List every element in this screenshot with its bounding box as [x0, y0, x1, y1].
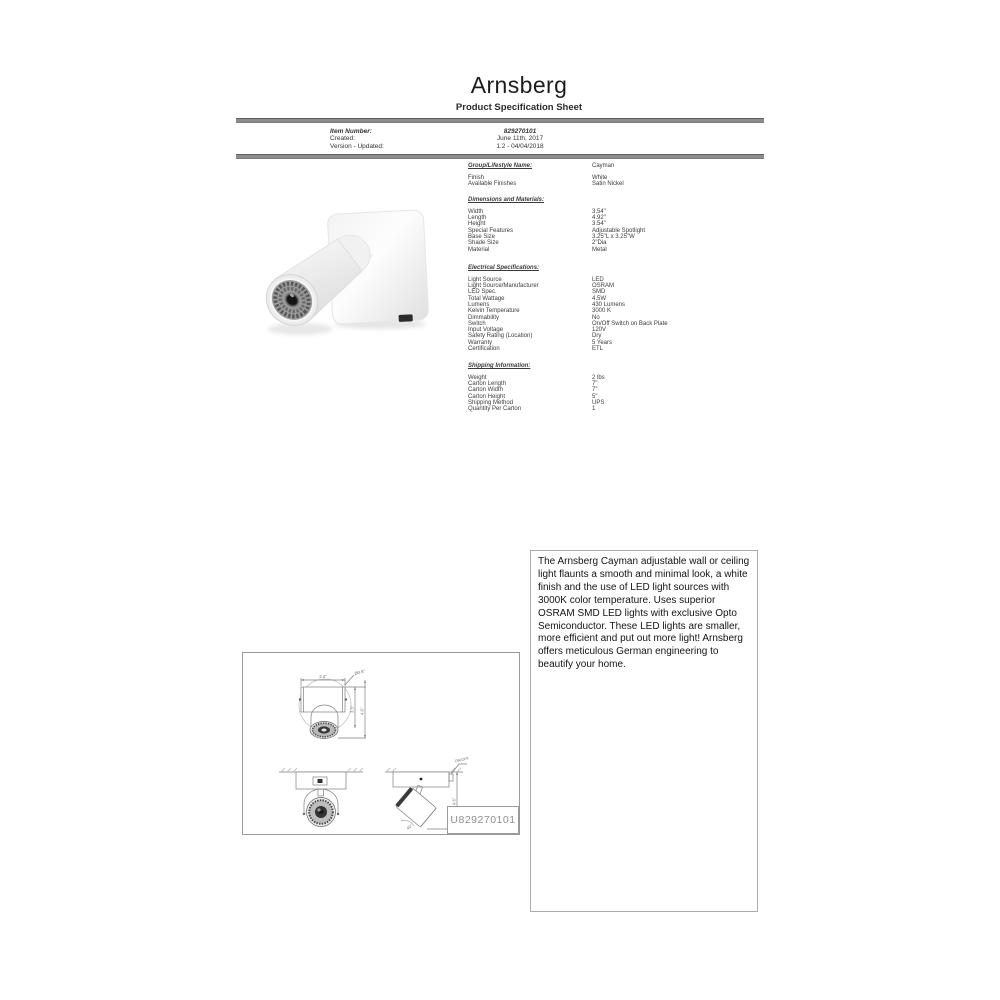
spec-value: 7": [592, 387, 598, 394]
divider-bottom: [236, 154, 764, 159]
spec-row: [468, 406, 768, 412]
spec-label: Base Size: [468, 233, 496, 240]
spec-label: Width: [468, 208, 484, 215]
version-label: Version - Updated:: [330, 142, 384, 150]
spec-label: Shipping Method: [468, 399, 514, 406]
spec-label: Height: [468, 221, 486, 228]
spec-value: 4.5W: [592, 295, 607, 302]
spec-label: LED Spec.: [468, 289, 497, 296]
spec-label: Carton Length: [468, 381, 507, 388]
spec-value: ETL: [592, 346, 604, 353]
spec-label: Certification: [468, 346, 500, 353]
spec-label: Lumens: [468, 301, 490, 308]
dim-body-height: 3.5'': [349, 705, 355, 713]
spec-value: 2"Dia: [592, 240, 607, 247]
spec-value: 430 Lumens: [592, 301, 626, 308]
dim-spot-diameter: Ø0.8'': [353, 668, 366, 676]
spec-label: Special Features: [468, 227, 514, 234]
spec-label: Total Wattage: [468, 295, 505, 302]
header-row-version: [330, 143, 720, 150]
technical-drawing-box: [242, 652, 520, 835]
spec-section-group: [468, 163, 768, 187]
spec-section-heading: Dimensions and Materials:: [468, 197, 545, 203]
drawing-part-number-block: [447, 806, 519, 834]
spec-label: Length: [468, 215, 487, 222]
spec-section-heading: Shipping Information:: [468, 363, 531, 369]
spec-value: 2 lbs: [592, 374, 605, 381]
dim-top-width: 3.4'': [319, 674, 327, 679]
spec-value: Satin Nickel: [592, 181, 624, 188]
drawing-front-view: [279, 768, 363, 827]
page-title: Arnsberg: [470, 72, 568, 98]
dim-side-height: 4.6'': [451, 797, 457, 805]
tilt-angle: 40°: [405, 823, 414, 831]
description-box: [530, 550, 758, 912]
spec-value: 3.25"L x 3.25"W: [592, 233, 635, 240]
spec-value: White: [592, 174, 608, 181]
spec-value: 1: [592, 406, 596, 413]
description-text: The Arnsberg Cayman adjustable wall or ceiling light flaunts a smooth and minimal look, a white finish and the use of LED light sources with 3000K color temperature. Uses superior OSRAM SMD LED lights with exclusive Opto Semiconductor. These LED lights are smaller, more efficient and put out more light! Arnsberg offers meticulous German engineering to beautify your home.: [538, 556, 750, 671]
page-subtitle: Product Specification Sheet: [455, 102, 583, 113]
drawing-top-view: [299, 668, 366, 738]
header-info-block: [330, 128, 720, 150]
spec-value: UPS: [592, 399, 605, 406]
spec-section-heading-value: Cayman: [592, 163, 615, 169]
spec-row: [468, 181, 768, 187]
spec-value: SMD: [592, 289, 606, 296]
spec-value: 5": [592, 393, 598, 400]
spec-section-heading-value: [592, 265, 768, 271]
spec-value: OSRAM: [592, 283, 615, 290]
spec-section-dimensions: [468, 197, 768, 253]
created-label: Created:: [330, 135, 355, 143]
item-number-value: 829270101: [503, 128, 537, 135]
spec-label: Material: [468, 246, 490, 253]
item-number-label: Item Number:: [330, 128, 372, 135]
spec-value: LED: [592, 276, 604, 283]
spec-value: 3000 K: [592, 308, 612, 315]
spec-value: 3.54": [592, 208, 606, 215]
spec-label: Kelvin Temperature: [468, 308, 520, 315]
spec-label: Light Source/Manufacturer: [468, 283, 539, 290]
spec-value: Metal: [592, 246, 607, 253]
spec-value: On/Off Switch on Back Plate: [592, 320, 668, 327]
spec-label: Light Source: [468, 276, 502, 283]
spec-label: Quantity Per Carton: [468, 406, 522, 413]
spec-value: Adjustable Spotlight: [592, 227, 646, 234]
spec-value: 120V: [592, 327, 607, 334]
header-row-item-number: [330, 128, 720, 135]
spec-value: 3.54": [592, 221, 606, 228]
spec-value: Dry: [592, 333, 602, 340]
spec-row: [468, 247, 768, 253]
spec-value: 4.92": [592, 215, 606, 222]
spec-label: Dimmability: [468, 314, 500, 321]
spec-section-heading: Group/Lifestyle Name:: [468, 163, 533, 169]
spec-section-shipping: [468, 363, 768, 413]
version-value: 1.2 - 04/04/2018: [496, 142, 544, 150]
spec-label: Available Finishes: [468, 181, 517, 188]
spec-section-heading-value: [592, 363, 768, 369]
spec-label: Carton Width: [468, 387, 504, 394]
drawing-part-number: U829270101: [450, 814, 516, 826]
spec-row: [468, 346, 768, 352]
spec-value: 7": [592, 381, 598, 388]
created-value: June 11th, 2017: [496, 135, 544, 143]
spec-section-electrical: [468, 265, 768, 352]
spec-label: Switch: [468, 320, 486, 327]
divider-top: [236, 118, 764, 123]
spec-value: No: [592, 314, 600, 321]
product-photo: [240, 192, 455, 347]
onoff-switch: [399, 314, 413, 322]
spec-label: Weight: [468, 374, 487, 381]
spec-section-heading: Electrical Specifications:: [468, 265, 540, 271]
switch-callout: ON/OFF: [454, 756, 470, 764]
spec-label: Shade Size: [468, 240, 499, 247]
spec-section-heading-value: [592, 197, 768, 203]
spec-label: Input Voltage: [468, 327, 504, 334]
spec-label: Safety Rating (Location): [468, 333, 533, 340]
spec-label: Warranty: [468, 339, 493, 346]
dim-overall-height: 4.6'': [359, 707, 365, 715]
header-row-created: [330, 135, 720, 142]
spec-value: 5 Years: [592, 339, 613, 346]
spec-label: Finish: [468, 174, 485, 181]
spec-label: Carton Height: [468, 393, 506, 400]
